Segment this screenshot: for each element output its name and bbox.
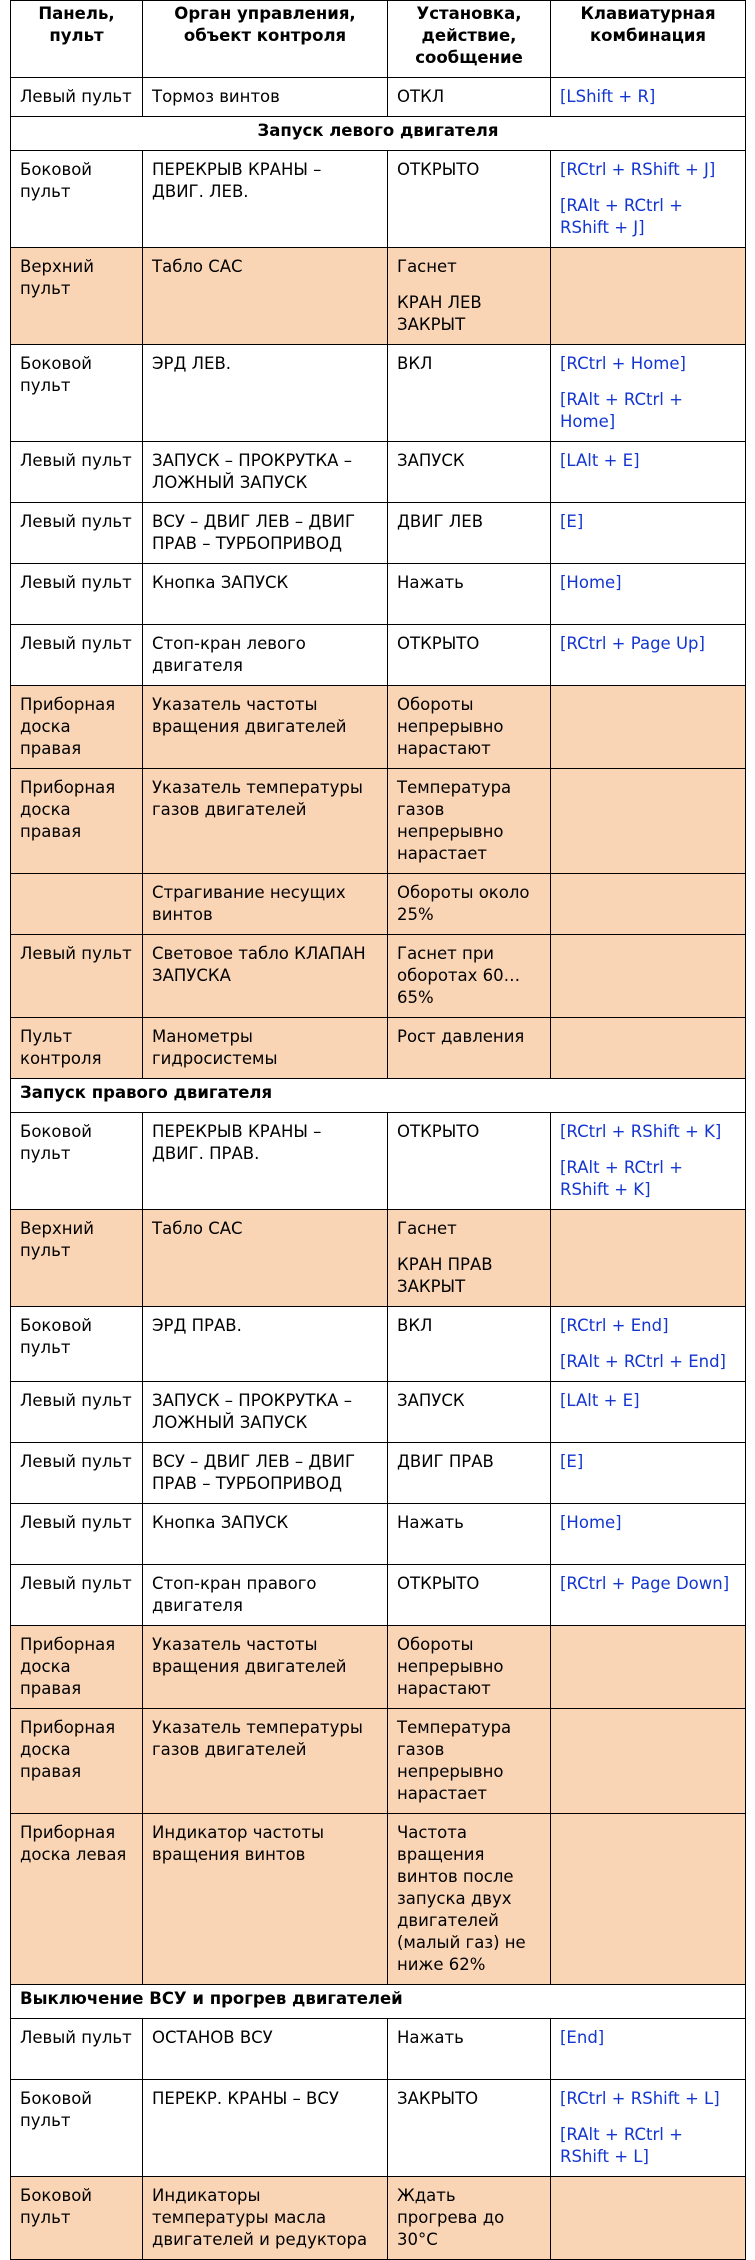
control-cell: ОСТАНОВ ВСУ [143, 2019, 388, 2080]
action-cell [388, 874, 551, 935]
action-text: ОТКРЫТО [397, 634, 480, 653]
control-cell: Табло САС [143, 1210, 388, 1307]
action-cell [388, 564, 551, 625]
control-cell: ПЕРЕКРЫВ КРАНЫ – ДВИГ. ЛЕВ. [143, 151, 388, 248]
action-cell [388, 1113, 551, 1210]
panel-cell [11, 874, 143, 935]
action-cell [388, 1565, 551, 1626]
table-row [11, 78, 746, 117]
key-combination: [RCtrl + Home] [560, 354, 686, 373]
control-cell: Кнопка ЗАПУСК [143, 1504, 388, 1565]
panel-cell: Левый пульт [11, 78, 143, 117]
table-row [11, 1307, 746, 1382]
section-title: Запуск левого двигателя [11, 117, 746, 151]
action-text: КРАН ПРАВ ЗАКРЫТ [397, 1255, 493, 1296]
key-combination: [RAlt + RCtrl + RShift + L] [560, 2125, 683, 2166]
key-combination: [RAlt + RCtrl + Home] [560, 390, 683, 431]
table-row [11, 1814, 746, 1985]
control-cell: ЗАПУСК – ПРОКРУТКА – ЛОЖНЫЙ ЗАПУСК [143, 1382, 388, 1443]
key-combination: [End] [560, 2028, 605, 2047]
key-combination: [RCtrl + RShift + K] [560, 1122, 722, 1141]
table-row [11, 625, 746, 686]
keys-cell [551, 769, 746, 874]
action-text: Гаснет [397, 257, 457, 276]
control-cell: ЭРД ПРАВ. [143, 1307, 388, 1382]
key-combination: [E] [560, 1452, 584, 1471]
table-row [11, 564, 746, 625]
panel-cell: Боковой пульт [11, 151, 143, 248]
table-body [11, 78, 746, 2260]
action-cell [388, 935, 551, 1018]
table-row [11, 1113, 746, 1210]
action-text: ЗАПУСК [397, 1391, 465, 1410]
keys-cell [551, 935, 746, 1018]
action-cell [388, 1018, 551, 1079]
table-row [11, 2080, 746, 2177]
action-text: Обороты непрерывно нарастают [397, 695, 504, 758]
control-cell: Указатель температуры газов двигателей [143, 769, 388, 874]
table-row [11, 1626, 746, 1709]
panel-cell: Боковой пульт [11, 2080, 143, 2177]
key-combination: [LAlt + E] [560, 1391, 640, 1410]
action-text: Нажать [397, 1513, 464, 1532]
action-cell [388, 1382, 551, 1443]
action-text: ОТКРЫТО [397, 1574, 480, 1593]
procedure-table [10, 0, 746, 2260]
table-row [11, 686, 746, 769]
section-title: Выключение ВСУ и прогрев двигателей [11, 1985, 746, 2019]
table-row [11, 442, 746, 503]
keys-cell [551, 564, 746, 625]
key-combination: [RCtrl + Page Down] [560, 1574, 730, 1593]
keys-cell [551, 1565, 746, 1626]
control-cell: ЭРД ЛЕВ. [143, 345, 388, 442]
keys-cell [551, 442, 746, 503]
panel-cell: Левый пульт [11, 625, 143, 686]
key-combination: [E] [560, 512, 584, 531]
action-text: Нажать [397, 2028, 464, 2047]
keys-cell [551, 1626, 746, 1709]
control-cell: Указатель частоты вращения двигателей [143, 1626, 388, 1709]
control-cell: Кнопка ЗАПУСК [143, 564, 388, 625]
action-cell [388, 2080, 551, 2177]
keys-cell [551, 1018, 746, 1079]
control-cell: ВСУ – ДВИГ ЛЕВ – ДВИГ ПРАВ – ТУРБОПРИВОД [143, 503, 388, 564]
action-text: ОТКЛ [397, 87, 445, 106]
action-text: Гаснет при оборотах 60…65% [397, 944, 521, 1007]
control-cell: Тормоз винтов [143, 78, 388, 117]
key-combination: [LAlt + E] [560, 451, 640, 470]
panel-cell: Левый пульт [11, 1443, 143, 1504]
key-combination: [Home] [560, 1513, 622, 1532]
action-cell [388, 1709, 551, 1814]
keys-cell [551, 78, 746, 117]
control-cell: Указатель частоты вращения двигателей [143, 686, 388, 769]
panel-cell: Левый пульт [11, 1565, 143, 1626]
panel-cell: Пульт контроля [11, 1018, 143, 1079]
keys-cell [551, 1382, 746, 1443]
action-cell [388, 769, 551, 874]
action-text: КРАН ЛЕВ ЗАКРЫТ [397, 293, 482, 334]
panel-cell: Левый пульт [11, 442, 143, 503]
table-row [11, 1504, 746, 1565]
action-cell [388, 151, 551, 248]
control-cell: Индикатор частоты вращения винтов [143, 1814, 388, 1985]
panel-cell: Приборная доска левая [11, 1814, 143, 1985]
keys-cell [551, 151, 746, 248]
table-row [11, 1443, 746, 1504]
action-text: Температура газов непрерывно нарастает [397, 1718, 512, 1803]
keys-cell [551, 1113, 746, 1210]
panel-cell: Приборная доска правая [11, 1626, 143, 1709]
key-combination: [RAlt + RCtrl + RShift + K] [560, 1158, 683, 1199]
keys-cell [551, 503, 746, 564]
keys-cell [551, 1709, 746, 1814]
key-combination: [RAlt + RCtrl + End] [560, 1352, 726, 1371]
action-text: ЗАКРЫТО [397, 2089, 479, 2108]
action-text: ВКЛ [397, 354, 433, 373]
action-text: Обороты около 25% [397, 883, 530, 924]
action-cell [388, 1307, 551, 1382]
panel-cell: Левый пульт [11, 935, 143, 1018]
action-cell [388, 1814, 551, 1985]
action-text: Рост давления [397, 1027, 525, 1046]
keys-cell [551, 1504, 746, 1565]
keys-cell [551, 1814, 746, 1985]
section-header-row [11, 1985, 746, 2019]
column-header-control: Орган управления, объект контроля [143, 1, 388, 78]
control-cell: Указатель температуры газов двигателей [143, 1709, 388, 1814]
control-cell: Стоп-кран правого двигателя [143, 1565, 388, 1626]
table-row [11, 2177, 746, 2260]
keys-cell [551, 2080, 746, 2177]
control-cell: Манометры гидросистемы [143, 1018, 388, 1079]
table-header-row [11, 1, 746, 78]
panel-cell: Приборная доска правая [11, 686, 143, 769]
panel-cell: Приборная доска правая [11, 769, 143, 874]
action-cell [388, 1210, 551, 1307]
key-combination: [RAlt + RCtrl + RShift + J] [560, 196, 683, 237]
keys-cell [551, 625, 746, 686]
action-cell [388, 345, 551, 442]
table-row [11, 769, 746, 874]
table-row [11, 2019, 746, 2080]
key-combination: [RCtrl + Page Up] [560, 634, 705, 653]
keys-cell [551, 1443, 746, 1504]
control-cell: Световое табло КЛАПАН ЗАПУСКА [143, 935, 388, 1018]
action-cell [388, 686, 551, 769]
action-text: Частота вращения винтов после запуска двух двигателей (малый газ) не ниже 62% [397, 1823, 526, 1974]
keys-cell [551, 345, 746, 442]
section-header-row [11, 1079, 746, 1113]
action-text: Температура газов непрерывно нарастает [397, 778, 512, 863]
action-cell [388, 1504, 551, 1565]
action-cell [388, 442, 551, 503]
table-row [11, 1709, 746, 1814]
keys-cell [551, 686, 746, 769]
control-cell: Табло САС [143, 248, 388, 345]
action-text: ДВИГ ПРАВ [397, 1452, 494, 1471]
key-combination: [RCtrl + End] [560, 1316, 669, 1335]
action-cell [388, 2019, 551, 2080]
action-cell [388, 78, 551, 117]
panel-cell: Приборная доска правая [11, 1709, 143, 1814]
action-text: ДВИГ ЛЕВ [397, 512, 484, 531]
panel-cell: Верхний пульт [11, 248, 143, 345]
control-cell: Стоп-кран левого двигателя [143, 625, 388, 686]
key-combination: [Home] [560, 573, 622, 592]
panel-cell: Боковой пульт [11, 345, 143, 442]
panel-cell: Левый пульт [11, 1382, 143, 1443]
action-cell [388, 503, 551, 564]
panel-cell: Боковой пульт [11, 2177, 143, 2260]
panel-cell: Левый пульт [11, 503, 143, 564]
table-row [11, 1565, 746, 1626]
keys-cell [551, 2019, 746, 2080]
key-combination: [LShift + R] [560, 87, 656, 106]
action-text: Ждать прогрева до 30°C [397, 2186, 505, 2249]
action-text: Обороты непрерывно нарастают [397, 1635, 504, 1698]
keys-cell [551, 1210, 746, 1307]
keys-cell [551, 874, 746, 935]
action-cell [388, 1626, 551, 1709]
panel-cell: Боковой пульт [11, 1307, 143, 1382]
section-header-row [11, 117, 746, 151]
keys-cell [551, 1307, 746, 1382]
control-cell: Индикаторы температуры масла двигателей и редуктора [143, 2177, 388, 2260]
control-cell: ПЕРЕКР. КРАНЫ – ВСУ [143, 2080, 388, 2177]
action-text: ОТКРЫТО [397, 160, 480, 179]
table-row [11, 935, 746, 1018]
column-header-keys: Клавиатурная комбинация [551, 1, 746, 78]
table-row [11, 151, 746, 248]
keys-cell [551, 2177, 746, 2260]
key-combination: [RCtrl + RShift + L] [560, 2089, 720, 2108]
action-cell [388, 625, 551, 686]
column-header-panel: Панель, пульт [11, 1, 143, 78]
keys-cell [551, 248, 746, 345]
action-cell [388, 248, 551, 345]
panel-cell: Левый пульт [11, 2019, 143, 2080]
table-row [11, 1382, 746, 1443]
key-combination: [RCtrl + RShift + J] [560, 160, 716, 179]
action-cell [388, 2177, 551, 2260]
panel-cell: Верхний пульт [11, 1210, 143, 1307]
control-cell: ВСУ – ДВИГ ЛЕВ – ДВИГ ПРАВ – ТУРБОПРИВОД [143, 1443, 388, 1504]
section-title: Запуск правого двигателя [11, 1079, 746, 1113]
action-text: ВКЛ [397, 1316, 433, 1335]
action-text: Нажать [397, 573, 464, 592]
panel-cell: Левый пульт [11, 1504, 143, 1565]
column-header-action: Установка, действие, сообщение [388, 1, 551, 78]
table-row [11, 248, 746, 345]
table-row [11, 503, 746, 564]
control-cell: Страгивание несущих винтов [143, 874, 388, 935]
table-row [11, 1210, 746, 1307]
action-cell [388, 1443, 551, 1504]
action-text: ОТКРЫТО [397, 1122, 480, 1141]
control-cell: ПЕРЕКРЫВ КРАНЫ – ДВИГ. ПРАВ. [143, 1113, 388, 1210]
action-text: Гаснет [397, 1219, 457, 1238]
table-row [11, 345, 746, 442]
table-row [11, 1018, 746, 1079]
panel-cell: Левый пульт [11, 564, 143, 625]
control-cell: ЗАПУСК – ПРОКРУТКА – ЛОЖНЫЙ ЗАПУСК [143, 442, 388, 503]
action-text: ЗАПУСК [397, 451, 465, 470]
panel-cell: Боковой пульт [11, 1113, 143, 1210]
table-row [11, 874, 746, 935]
